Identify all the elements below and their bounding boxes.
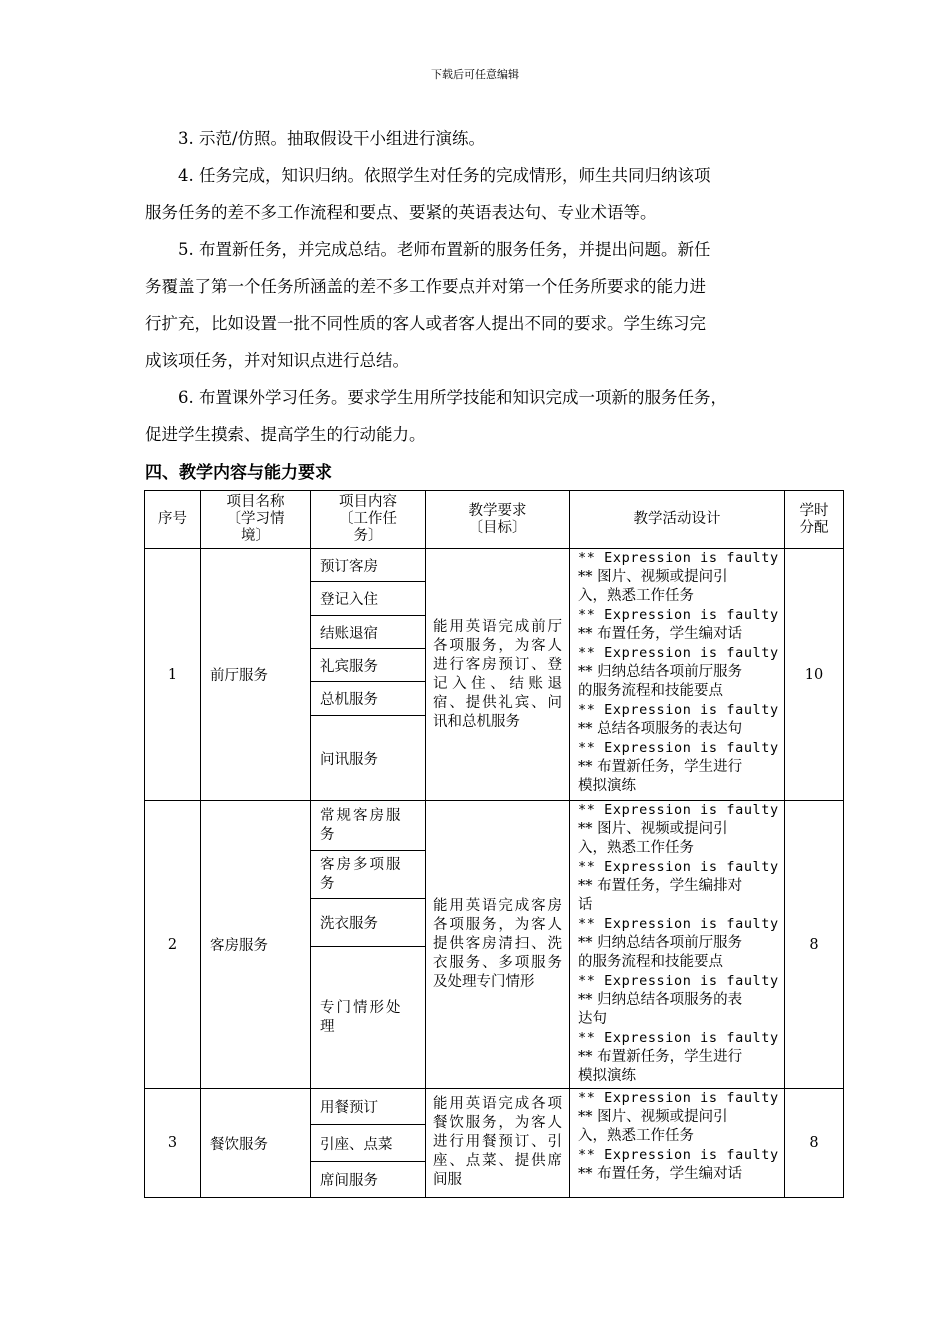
activity-line: ** Expression is faulty (578, 645, 779, 661)
section-heading: 四、教学内容与能力要求 (145, 463, 332, 483)
task-item: 总机服务 (311, 682, 426, 716)
activity-line: ** Expression is faulty (578, 607, 779, 623)
task-item: 客房多项服务 (311, 851, 426, 899)
header-project-name (201, 491, 311, 549)
activity-line: ** 归纳总结各项服务的表 (578, 992, 743, 1008)
activity-line: 入，熟悉工作任务 (578, 1128, 694, 1144)
task-item: 用餐预订 (311, 1089, 426, 1125)
project-name: 餐饮服务 (201, 1089, 311, 1198)
activity-line: ** Expression is faulty (578, 1030, 779, 1046)
paragraph-3 (145, 120, 843, 157)
header-line: 〔学习情 (226, 511, 285, 527)
paragraph-5 (145, 231, 810, 379)
activity-line: 的服务流程和技能要点 (578, 954, 723, 970)
row-number: 1 (145, 549, 201, 801)
activity-line: ** 图片、视频或提问引 (578, 569, 728, 585)
activity-line: ** Expression is faulty (578, 550, 779, 566)
activity-line: ** 图片、视频或提问引 (578, 1109, 728, 1125)
task-item: 常规客房服务 (311, 801, 426, 851)
activity-design (570, 1089, 785, 1198)
paragraph-6 (145, 379, 810, 453)
paragraph-line: 服务任务的差不多工作流程和要点、要紧的英语表达句、专业术语等。 (145, 203, 657, 222)
paragraph-line: 行扩充，比如设置一批不同性质的客人或者客人提出不同的要求。学生练习完 (145, 314, 706, 333)
activity-line: ** Expression is faulty (578, 859, 779, 875)
activity-line: ** 布置任务，学生编对话 (578, 1166, 743, 1182)
task-item: 礼宾服务 (311, 649, 426, 682)
task-item: 专门情形处理 (311, 947, 426, 1089)
row-number: 3 (145, 1089, 201, 1198)
header-line: 〔目标〕 (468, 519, 527, 536)
header-activity-design: 教学活动设计 (570, 491, 785, 549)
activity-line: ** Expression is faulty (578, 1090, 779, 1106)
paragraph-4 (145, 157, 810, 231)
header-project-content (311, 491, 426, 549)
activity-line: ** Expression is faulty (578, 802, 779, 818)
activity-line: 模拟演练 (578, 1068, 636, 1084)
table-row (145, 801, 844, 851)
activity-line: ** Expression is faulty (578, 740, 779, 756)
paragraph-line: 3. 示范/仿照。抽取假设干小组进行演练。 (178, 129, 486, 148)
hours: 8 (785, 801, 844, 1089)
activity-line: 入，熟悉工作任务 (578, 840, 694, 856)
header-requirement (426, 491, 570, 549)
activity-line: ** 布置任务，学生编排对 (578, 878, 743, 894)
task-item: 结账退宿 (311, 616, 426, 649)
header-line: 分配 (799, 519, 829, 536)
header-line: 项目名称 (226, 494, 285, 510)
hours: 8 (785, 1089, 844, 1198)
table-row (145, 1089, 844, 1125)
teaching-requirement: 能用英语完成客房各项服务，为客人提供客房清扫、洗衣服务、多项服务及处理专门情形 (426, 801, 570, 1089)
activity-design (570, 801, 785, 1089)
activity-line: ** Expression is faulty (578, 702, 779, 718)
header-line: 学时 (799, 502, 829, 519)
header-line: 项目内容 (339, 494, 397, 510)
header-line: 务〕 (353, 528, 383, 544)
paragraph-line: 5. 布置新任务，并完成总结。老师布置新的服务任务，并提出问题。新任 (178, 240, 711, 259)
activity-line: ** Expression is faulty (578, 916, 779, 932)
header-hours (785, 491, 844, 549)
activity-design (570, 549, 785, 801)
curriculum-table (144, 490, 844, 1198)
header-line: 教学要求 (468, 502, 527, 519)
task-item: 引座、点菜 (311, 1125, 426, 1162)
table-header-row (145, 491, 844, 549)
activity-line: ** 图片、视频或提问引 (578, 821, 728, 837)
activity-line: ** 布置新任务，学生进行 (578, 759, 743, 775)
header-line: 〔工作任 (339, 511, 397, 527)
activity-line: 模拟演练 (578, 778, 636, 794)
activity-line: 达句 (578, 1011, 607, 1027)
header-no: 序号 (145, 491, 201, 549)
task-item: 洗衣服务 (311, 899, 426, 947)
hours: 10 (785, 549, 844, 801)
page-header: 下载后可任意编辑 (431, 68, 519, 81)
project-name: 前厅服务 (201, 549, 311, 801)
paragraph-line: 务覆盖了第一个任务所涵盖的差不多工作要点并对第一个任务所要求的能力进 (145, 277, 706, 296)
task-item: 问讯服务 (311, 716, 426, 801)
paragraph-line: 6. 布置课外学习任务。要求学生用所学技能和知识完成一项新的服务任务， (178, 388, 727, 407)
activity-line: ** Expression is faulty (578, 973, 779, 989)
teaching-requirement: 能用英语完成前厅各项服务，为客人进行客房预订、登记入住、结账退宿、提供礼宾、问讯和总机服务 (426, 549, 570, 801)
activity-line: 话 (578, 897, 593, 913)
teaching-requirement: 能用英语完成各项餐饮服务，为客人进行用餐预订、引座、点菜、提供席间服 (426, 1089, 570, 1198)
header-line: 境〕 (241, 528, 270, 544)
activity-line: ** Expression is faulty (578, 1147, 779, 1163)
activity-line: 的服务流程和技能要点 (578, 683, 723, 699)
paragraph-line: 4. 任务完成，知识归纳。依照学生对任务的完成情形，师生共同归纳该项 (178, 166, 711, 185)
paragraph-line: 促进学生摸索、提高学生的行动能力。 (145, 425, 426, 444)
row-number: 2 (145, 801, 201, 1089)
activity-line: ** 归纳总结各项前厅服务 (578, 664, 743, 680)
activity-line: 入，熟悉工作任务 (578, 588, 694, 604)
table-row (145, 549, 844, 582)
task-item: 席间服务 (311, 1162, 426, 1198)
paragraph-line: 成该项任务，并对知识点进行总结。 (145, 351, 409, 370)
project-name: 客房服务 (201, 801, 311, 1089)
activity-line: ** 布置新任务，学生进行 (578, 1049, 743, 1065)
activity-line: ** 归纳总结各项前厅服务 (578, 935, 743, 951)
task-item: 预订客房 (311, 549, 426, 582)
activity-line: ** 布置任务，学生编对话 (578, 626, 743, 642)
activity-line: ** 总结各项服务的表达句 (578, 721, 743, 737)
task-item: 登记入住 (311, 582, 426, 616)
